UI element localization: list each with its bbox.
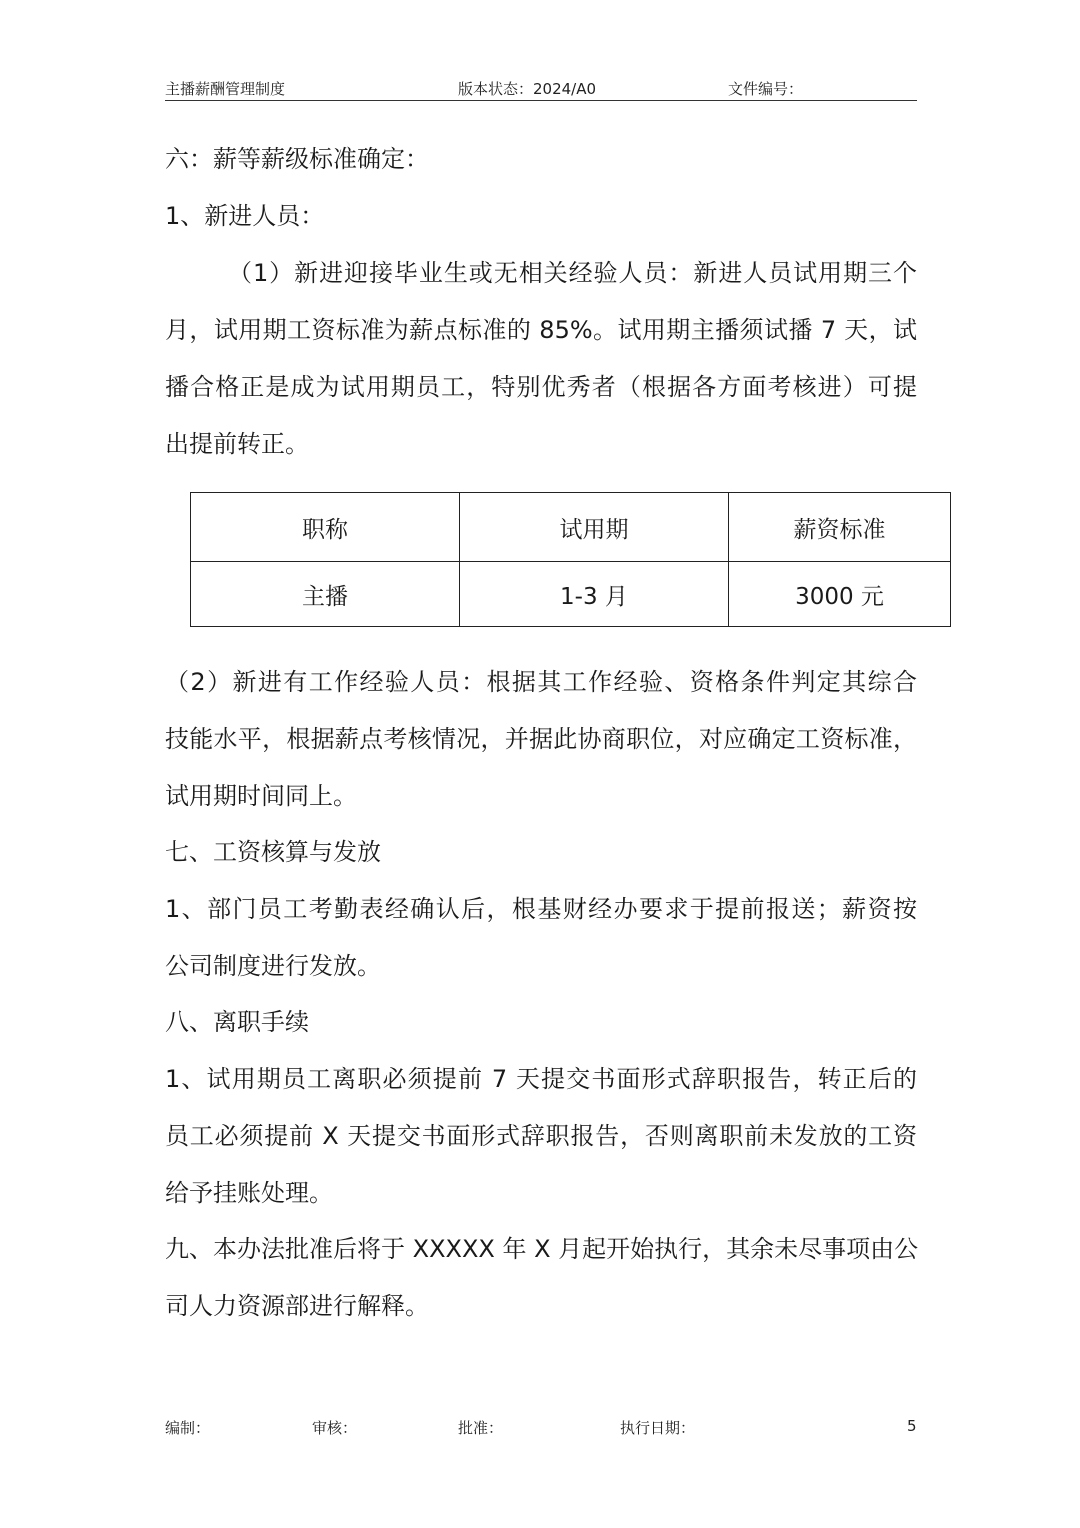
prepared-by-label: 编制： xyxy=(165,1419,211,1437)
section-7-heading: 七、工资核算与发放 xyxy=(165,838,381,866)
salary-table xyxy=(190,492,951,627)
document-title: 主播薪酬管理制度 xyxy=(165,80,286,98)
section-6-sub-1: 1、新进人员： xyxy=(165,202,325,230)
paragraph-line: 播合格正是成为试用期员工，特别优秀者（根据各方面考核进）可提 xyxy=(165,373,917,401)
table-cell: 3000 元 xyxy=(729,562,951,627)
table-header-cell: 职称 xyxy=(191,493,460,562)
page-footer xyxy=(165,1417,917,1439)
table-cell: 1-3 月 xyxy=(460,562,729,627)
table-cell: 主播 xyxy=(191,562,460,627)
section-8-heading: 八、离职手续 xyxy=(165,1008,309,1036)
approved-by-label: 批准： xyxy=(458,1419,504,1437)
paragraph-line: 司人力资源部进行解释。 xyxy=(165,1292,429,1320)
document-number: 文件编号： xyxy=(728,80,804,98)
paragraph-line: 出提前转正。 xyxy=(165,430,309,458)
paragraph-line: 给予挂账处理。 xyxy=(165,1179,333,1207)
table-header-row xyxy=(191,493,951,562)
paragraph-line: 1、部门员工考勤表经确认后，根基财经办要求于提前报送；薪资按 xyxy=(165,895,917,923)
page-number: 5 xyxy=(907,1417,917,1435)
paragraph-line: 员工必须提前 X 天提交书面形式辞职报告，否则离职前未发放的工资 xyxy=(165,1122,917,1150)
version-status: 版本状态：2024/A0 xyxy=(458,80,597,98)
section-6-heading: 六：薪等薪级标准确定： xyxy=(165,145,429,173)
table-header-cell: 薪资标准 xyxy=(729,493,951,562)
paragraph-line: 公司制度进行发放。 xyxy=(165,952,381,980)
effective-date-label: 执行日期： xyxy=(620,1419,696,1437)
table-header-cell: 试用期 xyxy=(460,493,729,562)
reviewed-by-label: 审核： xyxy=(312,1419,358,1437)
paragraph-line: 试用期时间同上。 xyxy=(165,782,357,810)
paragraph-line: 技能水平，根据薪点考核情况，并据此协商职位，对应确定工资标准， xyxy=(165,725,917,753)
paragraph-line: （1）新进迎接毕业生或无相关经验人员：新进人员试用期三个 xyxy=(228,259,917,287)
paragraph-line: （2）新进有工作经验人员：根据其工作经验、资格条件判定其综合 xyxy=(165,668,917,696)
section-9-line: 九、本办法批准后将于 XXXXX 年 X 月起开始执行，其余未尽事项由公 xyxy=(165,1235,919,1263)
page-header xyxy=(165,78,917,101)
table-row xyxy=(191,562,951,627)
paragraph-line: 1、试用期员工离职必须提前 7 天提交书面形式辞职报告，转正后的 xyxy=(165,1065,917,1093)
paragraph-line: 月，试用期工资标准为薪点标准的 85%。试用期主播须试播 7 天，试 xyxy=(165,316,917,344)
